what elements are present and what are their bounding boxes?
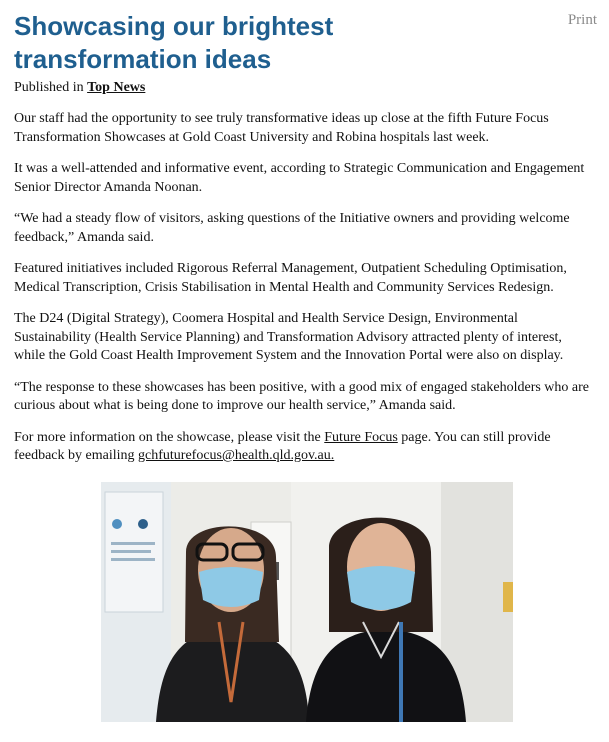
paragraph: Our staff had the opportunity to see truly transformative ideas up close at the fifth Future Focus Transformation Showcases at Gold Coast University and Robina hospitals last week. — [14, 111, 549, 145]
published-prefix: Published in — [14, 80, 84, 95]
print-link[interactable]: Print — [567, 12, 597, 28]
event-photo — [101, 482, 513, 722]
closing-paragraph — [14, 429, 594, 466]
closing-text-2: page. You can still provide feedback by emailing — [14, 429, 551, 463]
category-link[interactable]: Top News — [87, 80, 146, 95]
published-line — [14, 79, 594, 97]
article — [14, 10, 594, 466]
paragraph: Featured initiatives included Rigorous Referral Management, Outpatient Scheduling Optimisation, Medical Transcription, Crisis Stabilisation in Mental Health and Community Services Redesign. — [14, 261, 567, 295]
closing-text-1: For more information on the showcase, please visit the — [14, 429, 325, 445]
paragraph: The D24 (Digital Strategy), Coomera Hospital and Health Service Design, Environmental Sustainability (Health Service Planning) and Transformation Advisory attracted plenty of interest, while the Gold Coast Health Improvement System and the Innovation Portal were also on display. — [14, 311, 564, 363]
future-focus-link[interactable]: Future Focus — [324, 429, 398, 445]
article-title: Showcasing our brightest transformation ideas — [14, 11, 334, 74]
paragraph: “The response to these showcases has been positive, with a good mix of engaged stakeholders who are curious about what is being done to improve our health service,” Amanda said. — [14, 379, 590, 413]
email-link[interactable]: gchfuturefocus@health.qld.gov.au. — [138, 448, 335, 463]
paragraph: “We had a steady flow of visitors, asking questions of the Initiative owners and providing welcome feedback,” Amanda said. — [14, 211, 570, 245]
paragraph: It was a well-attended and informative event, according to Strategic Communication and Engagement Senior Director Amanda Noonan. — [14, 161, 585, 195]
event-photo-illustration — [101, 482, 513, 722]
